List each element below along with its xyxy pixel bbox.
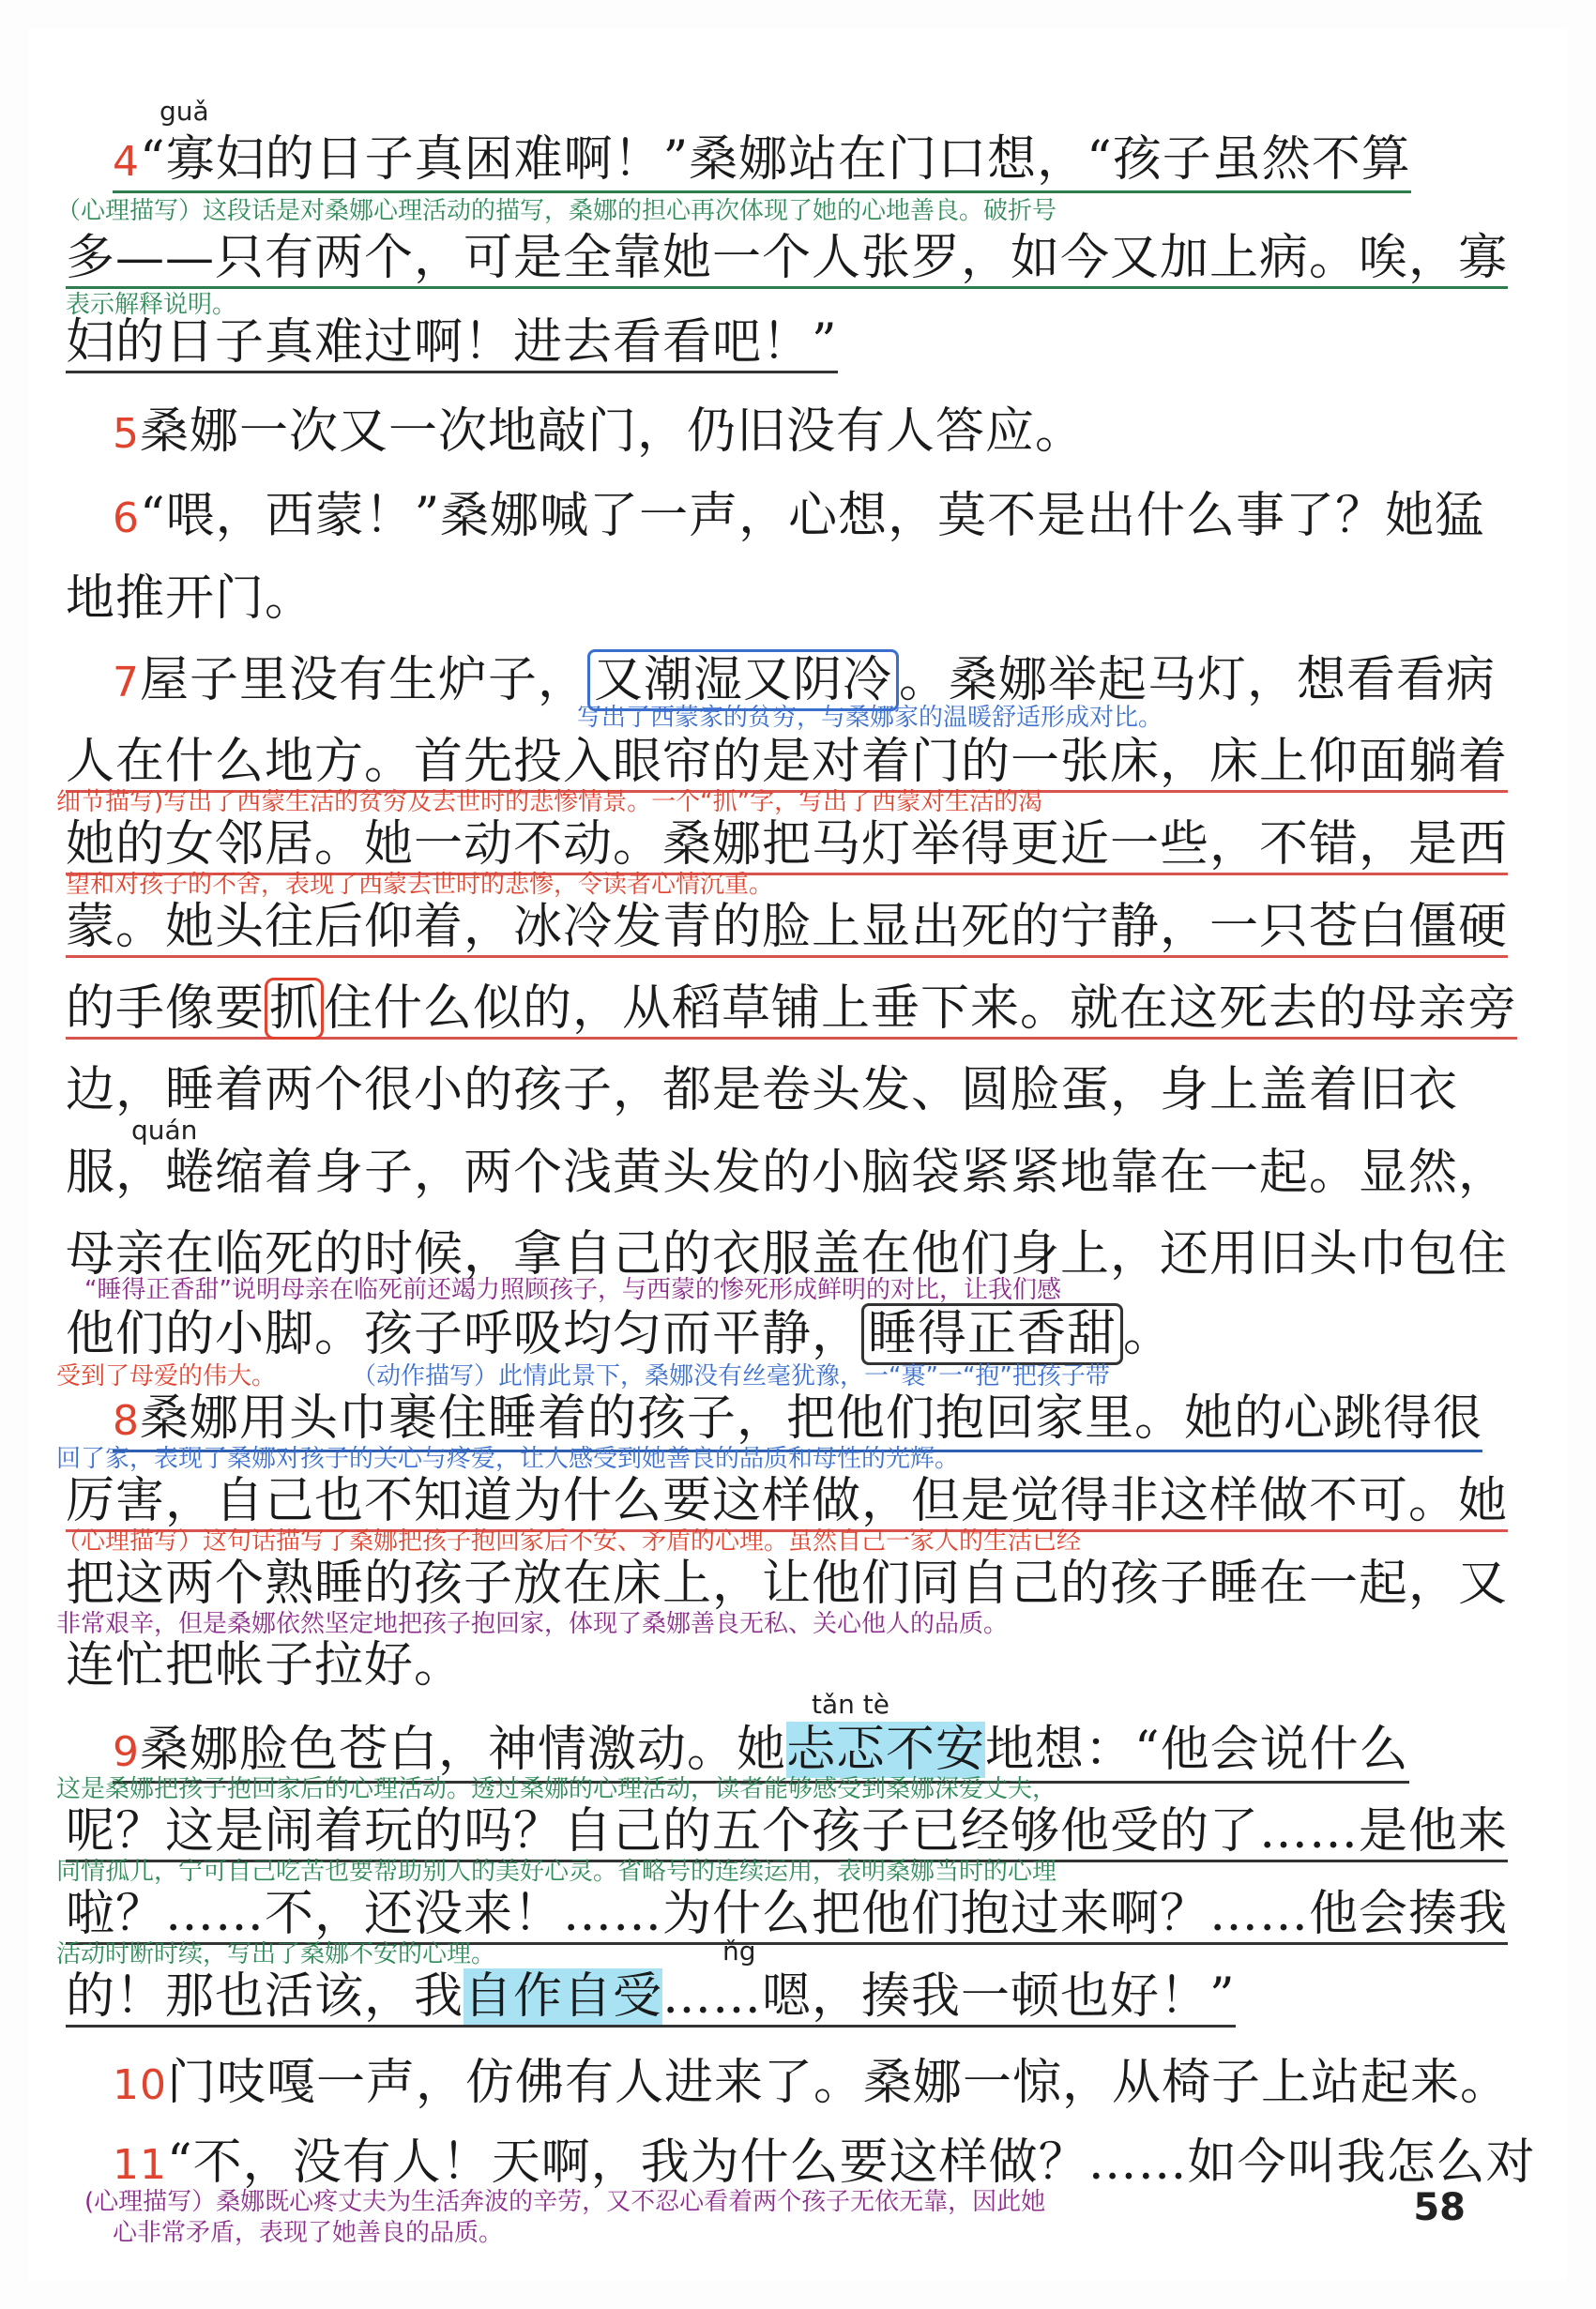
annotation-note: 表示解释说明。: [66, 291, 237, 319]
boxed-phrase: 睡得正香甜: [861, 1303, 1123, 1365]
annotation-note: 心非常矛盾，表现了她善良的品质。: [113, 2219, 504, 2247]
annotation-note: 这是桑娜把孩子抱回家后的心理活动。透过桑娜的心理活动，读者能够感受到桑娜深爱丈夫，: [56, 1775, 1057, 1803]
annotation-note: 望和对孩子的不舍，表现了西蒙去世时的悲惨，令读者心情沉重。: [66, 871, 774, 899]
p8-line1: 8桑娜用头巾裹住睡着的孩子，把他们抱回家里。她的心跳得很: [113, 1390, 1482, 1452]
p8-line2: 厉害，自己也不知道为什么要这样做，但是觉得非这样做不可。她: [66, 1473, 1508, 1532]
p9-line4: 的！那也活该，我自作自受……嗯，揍我一顿也好！”: [66, 1968, 1236, 2028]
p5-line1: 5桑娜一次又一次地敲门，仍旧没有人答应。: [113, 403, 1086, 460]
textbook-page: [28, 28, 1567, 2280]
p8-line4: 连忙把帐子拉好。: [66, 1637, 464, 1694]
p7-line7: 服，蜷缩着身子，两个浅黄头发的小脑袋紧紧地靠在一起。显然，: [66, 1145, 1509, 1201]
annotation-note: （动作描写）此情此景下，桑娜没有丝毫犹豫，一“裹”一“抱”把孩子带: [352, 1362, 1110, 1390]
annotation-note: 活动时断时续，写出了桑娜不安的心理。: [56, 1940, 496, 1968]
p4-line3: 妇的日子真难过啊！进去看看吧！”: [66, 314, 838, 373]
circled-character: 抓: [265, 978, 324, 1040]
paragraph-number: 6: [113, 494, 140, 542]
annotation-note: 细节描写)写出了西蒙生活的贫穷及去世时的悲惨情景。一个“抓”字，写出了西蒙对生活的渴: [56, 788, 1043, 816]
annotation-note: 非常艰辛，但是桑娜依然坚定地把孩子抱回家，体现了桑娜善良无私、关心他人的品质。: [56, 1610, 1009, 1638]
p7-line4: 蒙。她头往后仰着，冰冷发青的脸上显出死的宁静，一只苍白僵硬: [66, 899, 1508, 958]
p9-line2: 呢？这是闹着玩的吗？自己的五个孩子已经够他受的了……是他来: [66, 1803, 1508, 1862]
annotation-note: (心理描写）桑娜既心疼丈夫为生活奔波的辛劳，又不忍心看着两个孩子无依无靠，因此她: [84, 2188, 1046, 2216]
p7-line1: 7屋子里没有生炉子， 又潮湿又阴冷 。桑娜举起马灯，想看看病: [113, 652, 1496, 711]
p11-line1: 11“不，没有人！天啊，我为什么要这样做？……如今叫我怎么对: [113, 2134, 1536, 2191]
paragraph-number: 10: [113, 2061, 167, 2109]
p4-line1: 4“寡妇的日子真困难啊！”桑娜站在门口想，“孩子虽然不算: [113, 131, 1411, 193]
paragraph-number: 5: [113, 410, 140, 458]
p10-line1: 10门吱嘎一声，仿佛有人进来了。桑娜一惊，从椅子上站起来。: [113, 2055, 1511, 2111]
annotation-note: 写出了西蒙家的贫穷，与桑娜家的温暖舒适形成对比。: [577, 704, 1163, 732]
p4-line2: 多——只有两个，可是全靠她一个人张罗，如今又加上病。唉，寡: [66, 230, 1508, 289]
page-number: 58: [1413, 2186, 1466, 2229]
p7-line5: 的手像要抓住什么似的，从稻草铺上垂下来。就在这死去的母亲旁: [66, 980, 1517, 1040]
p9-line1: 9桑娜脸色苍白，神情激动。她忐忑不安地想：“他会说什么: [113, 1722, 1409, 1784]
annotation-note: 回了家，表现了桑娜对孩子的关心与疼爱，让人感受到她善良的品质和母性的光辉。: [56, 1445, 960, 1473]
highlighted-phrase: 忐忑不安: [786, 1722, 986, 1778]
pinyin-tante: tǎn tè: [812, 1689, 889, 1720]
annotation-note: 受到了母爱的伟大。: [56, 1362, 277, 1390]
p6-line1: 6“喂，西蒙！”桑娜喊了一声，心想，莫不是出什么事了？她猛: [113, 488, 1485, 544]
p7-line8: 母亲在临死的时候，拿自己的衣服盖在他们身上，还用旧头巾包住: [66, 1226, 1509, 1283]
boxed-phrase: 又潮湿又阴冷: [587, 649, 899, 711]
p7-line9: 他们的小脚。孩子呼吸均匀而平静， 睡得正香甜 。: [66, 1306, 1173, 1362]
pinyin-quan: quán: [131, 1115, 198, 1146]
pinyin-gua: guǎ: [160, 96, 209, 127]
p9-line3: 啦？……不，还没来！……为什么把他们抱过来啊？……他会揍我: [66, 1886, 1508, 1945]
annotation-note: “睡得正香甜”说明母亲在临死前还竭力照顾孩子，与西蒙的惨死形成鲜明的对比，让我们感: [84, 1276, 1061, 1304]
paragraph-number: 7: [113, 659, 140, 706]
p7-line2: 人在什么地方。首先投入眼帘的是对着门的一张床，床上仰面躺着: [66, 734, 1508, 793]
paragraph-number: 8: [113, 1397, 140, 1445]
annotation-note: 同情孤儿，宁可自己吃苦也要帮助别人的美好心灵。省略号的连续运用，表明桑娜当时的心理: [56, 1858, 1057, 1886]
pinyin-ng: ňg: [722, 1936, 756, 1967]
p6-line2: 地推开门。: [66, 570, 315, 627]
p8-line3: 把这两个熟睡的孩子放在床上，让他们同自己的孩子睡在一起，又: [66, 1556, 1509, 1612]
p7-line3: 她的女邻居。她一动不动。桑娜把马灯举得更近一些，不错，是西: [66, 816, 1508, 875]
paragraph-number: 11: [113, 2141, 167, 2189]
paragraph-number: 4: [113, 138, 140, 186]
p7-line6: 边，睡着两个很小的孩子，都是卷头发、圆脸蛋，身上盖着旧衣: [66, 1062, 1459, 1118]
highlighted-phrase: 自作自受: [464, 1968, 663, 2025]
annotation-note: （心理描写）这段话是对桑娜心理活动的描写，桑娜的担心再次体现了她的心地善良。破折号: [56, 197, 1057, 225]
paragraph-number: 9: [113, 1728, 140, 1776]
annotation-note: （心理描写）这句话描写了桑娜把孩子抱回家后不安、矛盾的心理。虽然自己一家人的生活已经: [56, 1527, 1082, 1556]
